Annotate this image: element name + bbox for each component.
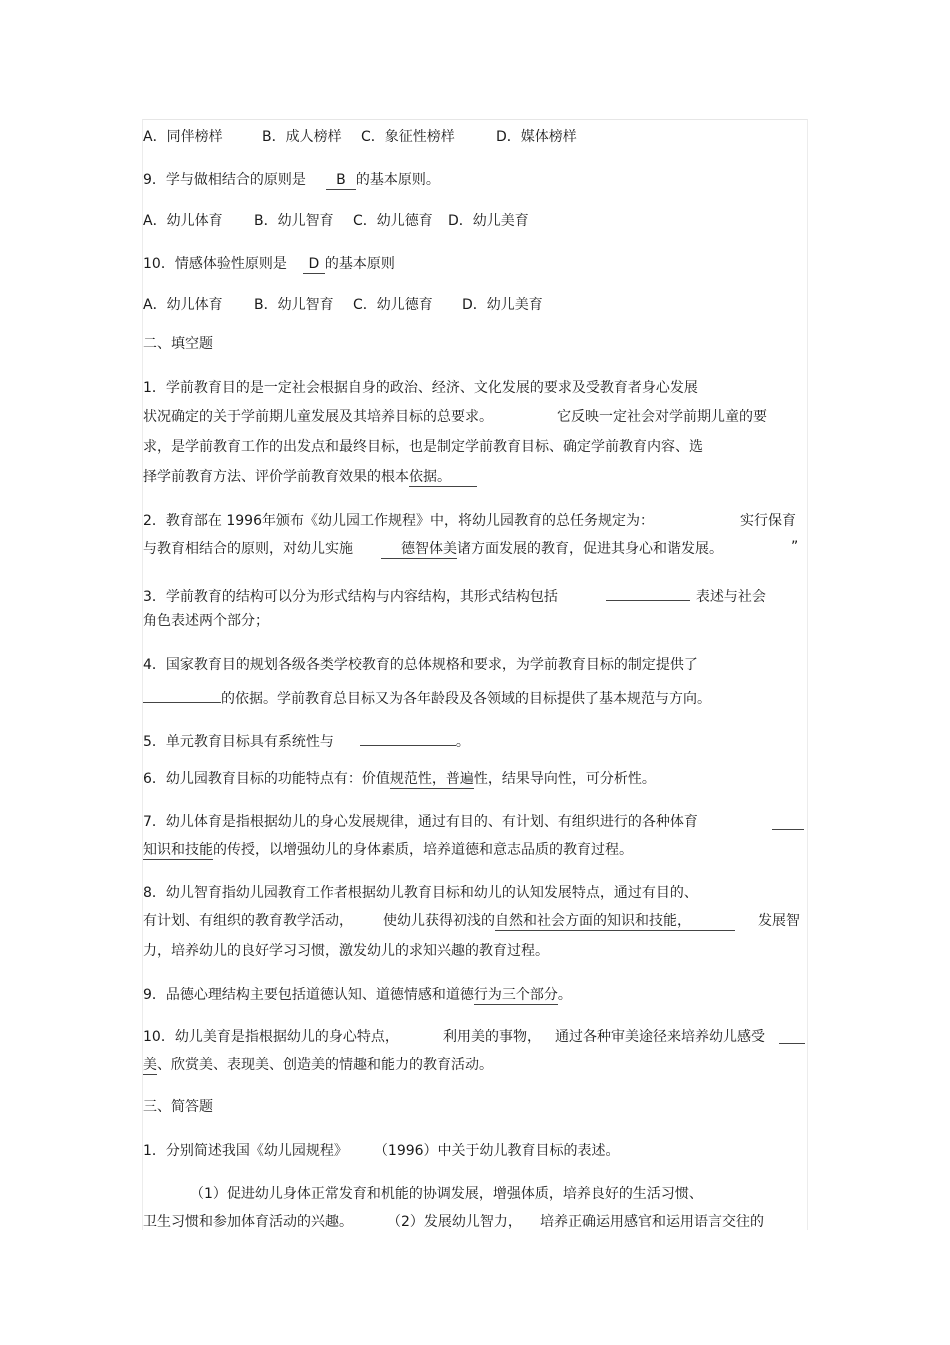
- fill-6-text: 6．幼儿园教育目标的功能特点有：价值: [143, 771, 390, 787]
- q9-option-c: C．幼儿德育: [353, 213, 433, 229]
- question-9: [143, 171, 440, 190]
- fill-9-suffix: 。: [557, 987, 572, 1003]
- fill-8-line-2b: 使幼儿获得初浅的: [383, 913, 495, 929]
- short-answer-1-question: [143, 1142, 620, 1160]
- question-10-text: 10．情感体验性原则是: [143, 256, 287, 272]
- fill-8-line-2c: 发展智: [758, 913, 800, 929]
- fill-2-answer: 德智体美: [381, 540, 457, 559]
- fill-7-line-2: [143, 841, 633, 860]
- fill-10-line-1c: 通过各种审美途径来培养幼儿感受: [555, 1029, 765, 1045]
- fill-7-line-2-text: 的传授，以增强幼儿的身体素质，培养道德和意志品质的教育过程。: [213, 842, 633, 858]
- fill-1-line-2b: 它反映一定社会对学前期儿童的要: [557, 409, 767, 425]
- fill-8-line-1: 8．幼儿智育指幼儿园教育工作者根据幼儿教育目标和幼儿的认知发展特点，通过有目的、: [143, 885, 698, 901]
- question-9-answer: B: [326, 171, 356, 190]
- fill-10-line-1a: 10．幼儿美育是指根据幼儿的身心特点，: [143, 1029, 399, 1045]
- fill-7-line-1: 7．幼儿体育是指根据幼儿的身心发展规律，通过有目的、有计划、有组织进行的各种体育: [143, 814, 698, 830]
- fill-8-answer: 自然和社会方面的知识和技能，: [495, 912, 735, 931]
- short-answer-1-line-1: （1）促进幼儿身体正常发育和机能的协调发展，增强体质，培养良好的生活习惯、: [190, 1186, 703, 1202]
- short-answer-1-text-2: （1996）中关于幼儿教育目标的表述。: [373, 1143, 620, 1159]
- question-10-answer: D: [303, 255, 325, 274]
- fill-6: [143, 770, 656, 789]
- fill-2-line-2: [143, 540, 723, 559]
- q10-option-b: B．幼儿智育: [254, 297, 334, 313]
- fill-3-line-1: [143, 584, 766, 606]
- fill-3-blank: [606, 584, 690, 601]
- fill-10-answer: 美: [143, 1057, 157, 1073]
- section-short-answer-heading: 三、简答题: [143, 1099, 213, 1115]
- fill-10-line-2-text: 、欣赏美、表现美、创造美的情趣和能力的教育活动。: [157, 1057, 493, 1073]
- q9-option-d: D．幼儿美育: [448, 213, 529, 229]
- fill-2-line-2-rest: 诸方面发展的教育，促进其身心和谐发展。: [457, 541, 723, 557]
- fill-9-text: 9．品德心理结构主要包括道德认知、道德情感和道德: [143, 987, 474, 1003]
- fill-1-line-4: [143, 468, 477, 487]
- short-answer-1-line-2b: （2）发展幼儿智力，: [387, 1214, 522, 1230]
- short-answer-1-text: 1．分别简述我国《幼儿园规程》: [143, 1143, 348, 1159]
- fill-2-line-1a: 2．教育部在 1996年颁布《幼儿园工作规程》中，将幼儿园教育的总任务规定为：: [143, 513, 654, 529]
- q9-option-b: B．幼儿智育: [254, 213, 334, 229]
- fill-6-answer: 规范性，普遍: [389, 771, 474, 787]
- fill-1-answer: 依据。: [409, 468, 477, 487]
- q8-option-d: D．媒体榜样: [496, 129, 577, 145]
- fill-9: [143, 986, 572, 1005]
- fill-1-line-3: 求，是学前教育工作的出发点和最终目标，也是制定学前教育目标、确定学前教育内容、选: [143, 439, 703, 455]
- fill-2-quote: ”: [791, 539, 799, 555]
- q10-option-d: D．幼儿美育: [462, 297, 543, 313]
- question-10-suffix: 的基本原则: [324, 256, 395, 272]
- short-answer-1-line-2c: 培养正确运用感官和运用语言交往的: [540, 1214, 764, 1230]
- section-fill-in-heading: 二、填空题: [143, 336, 213, 352]
- fill-10-line-2: [143, 1056, 493, 1075]
- fill-3-line-2: 角色表述两个部分；: [143, 613, 269, 629]
- fill-4-line-2-text: 的依据。学前教育总目标又为各年龄段及各领域的目标提供了基本规范与方向。: [221, 691, 711, 707]
- fill-1-line-4-text: 择学前教育方法、评价学前教育效果的根本: [143, 469, 409, 485]
- q9-option-a: A．幼儿体育: [143, 213, 223, 229]
- fill-5: [143, 729, 470, 751]
- question-10: [143, 255, 395, 274]
- question-9-suffix: 的基本原则。: [355, 172, 440, 188]
- fill-2-line-1b: 实行保育: [740, 513, 796, 529]
- fill-9-answer: 行为三个部分: [473, 987, 558, 1003]
- fill-8-line-3: 力，培养幼儿的良好学习习惯，激发幼儿的求知兴趣的教育过程。: [143, 943, 549, 959]
- q10-option-a: A．幼儿体育: [143, 297, 223, 313]
- q8-option-b: B．成人榜样: [262, 129, 342, 145]
- fill-10-line-1b: 利用美的事物，: [443, 1029, 541, 1045]
- fill-6-suffix: 性，结果导向性，可分析性。: [473, 771, 656, 787]
- fill-4-line-1: 4．国家教育目的规划各级各类学校教育的总体规格和要求，为学前教育目标的制定提供了: [143, 657, 698, 673]
- fill-5-text: 5．单元教育目标具有系统性与: [143, 734, 334, 750]
- fill-1-line-1: 1．学前教育目的是一定社会根据自身的政治、经济、文化发展的要求及受教育者身心发展: [143, 380, 698, 396]
- fill-4-line-2: [143, 686, 711, 708]
- fill-10-blank-start: [779, 1043, 805, 1044]
- fill-1-line-2a: 状况确定的关于学前期儿童发展及其培养目标的总要求。: [143, 409, 493, 425]
- fill-4-blank: [143, 686, 221, 703]
- fill-7-answer: 知识和技能: [143, 842, 213, 858]
- fill-8-line-2: [143, 912, 735, 931]
- q8-option-c: C．象征性榜样: [361, 129, 455, 145]
- fill-3-line-1-text: 3．学前教育的结构可以分为形式结构与内容结构，其形式结构包括: [143, 589, 558, 605]
- fill-5-blank: [360, 729, 456, 746]
- fill-3-line-1-rest: 表述与社会: [695, 589, 766, 605]
- question-9-text: 9．学与做相结合的原则是: [143, 172, 306, 188]
- fill-7-blank-start: [772, 829, 804, 830]
- q8-option-a: A．同伴榜样: [143, 129, 223, 145]
- fill-5-suffix: 。: [455, 734, 470, 750]
- fill-2-line-2-text: 与教育相结合的原则，对幼儿实施: [143, 541, 353, 557]
- q10-option-c: C．幼儿德育: [353, 297, 433, 313]
- short-answer-1-line-2a: 卫生习惯和参加体育活动的兴趣。: [143, 1214, 353, 1230]
- fill-8-line-2a: 有计划、有组织的教育教学活动，: [143, 913, 353, 929]
